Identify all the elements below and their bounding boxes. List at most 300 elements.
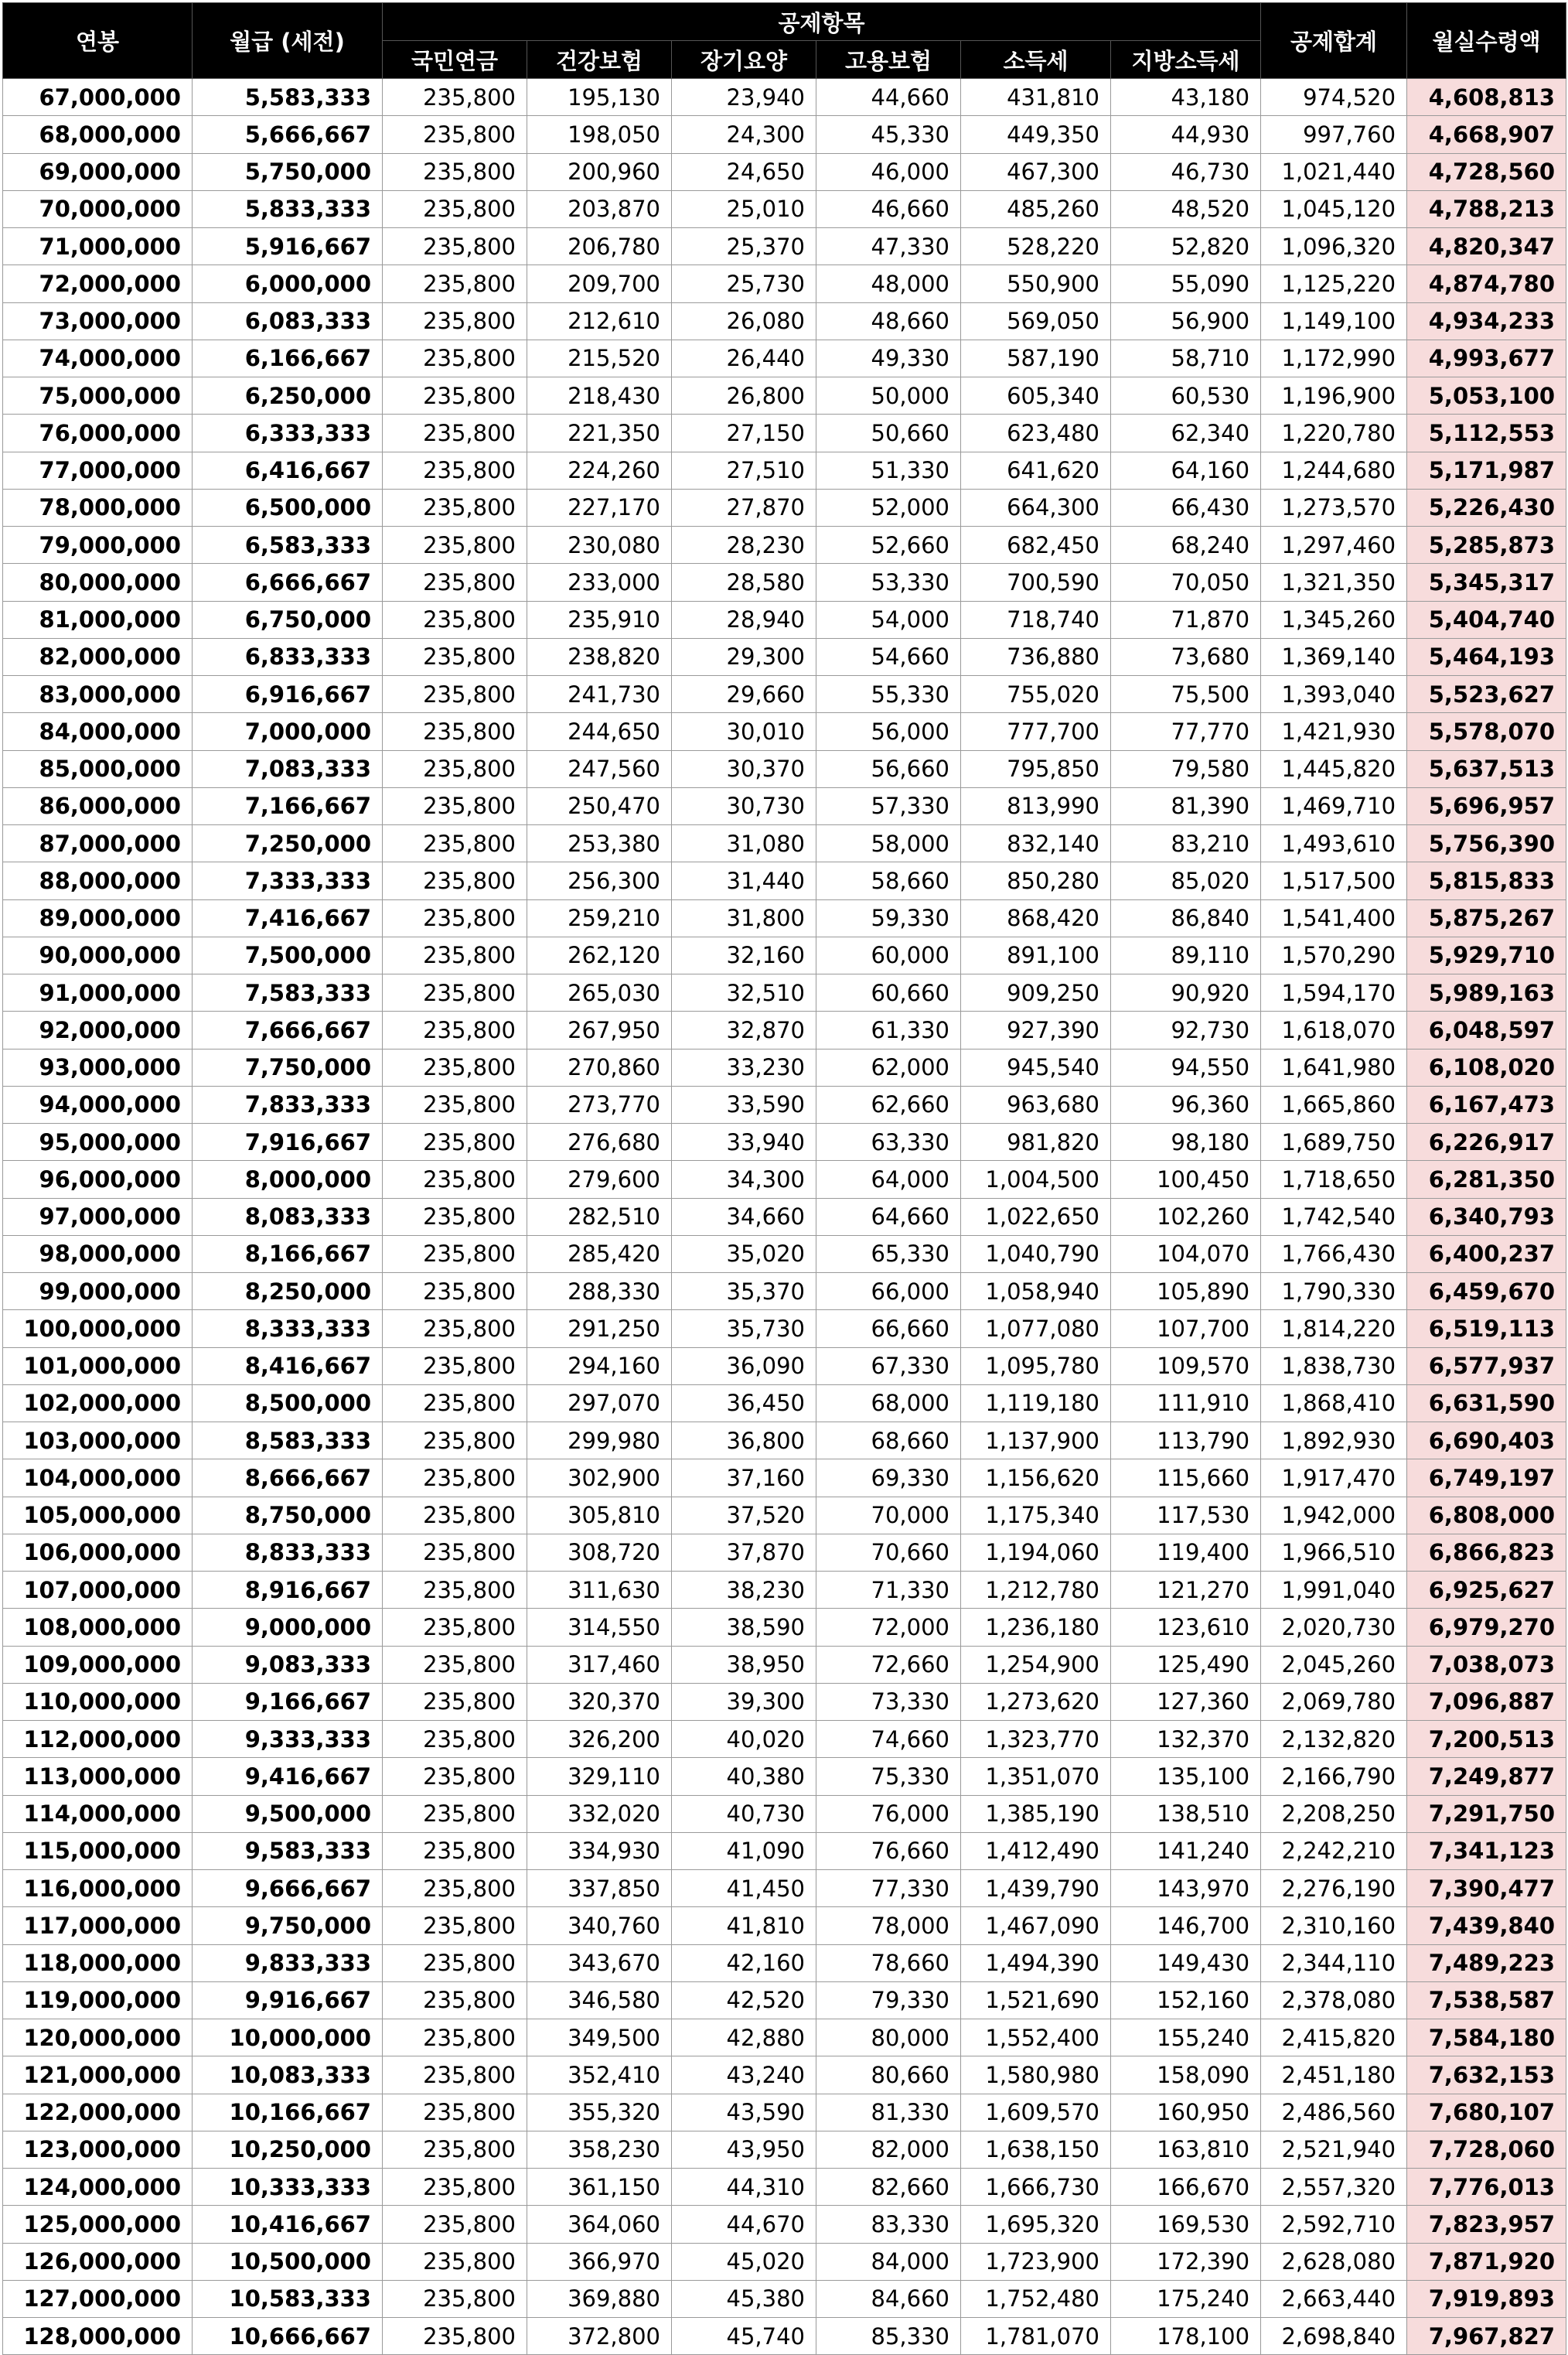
cell-income-tax: 963,680 <box>961 1086 1111 1123</box>
cell-income-tax: 1,467,090 <box>961 1907 1111 1944</box>
cell-total: 1,814,220 <box>1261 1310 1407 1347</box>
cell-monthly: 7,500,000 <box>193 937 383 974</box>
cell-monthly: 7,250,000 <box>193 825 383 862</box>
cell-total: 2,020,730 <box>1261 1609 1407 1646</box>
header-deductions-group: 공제항목 <box>383 3 1261 41</box>
cell-local-tax: 105,890 <box>1111 1273 1261 1310</box>
cell-income-tax: 1,638,150 <box>961 2131 1111 2168</box>
cell-net: 5,815,833 <box>1407 862 1566 899</box>
cell-net: 7,538,587 <box>1407 1981 1566 2019</box>
cell-health: 282,510 <box>527 1198 672 1235</box>
cell-health: 262,120 <box>527 937 672 974</box>
cell-income-tax: 1,095,780 <box>961 1347 1111 1384</box>
cell-annual: 125,000,000 <box>3 2206 193 2243</box>
cell-income-tax: 909,250 <box>961 974 1111 1012</box>
cell-health: 329,110 <box>527 1758 672 1795</box>
cell-annual: 82,000,000 <box>3 638 193 675</box>
cell-income-tax: 431,810 <box>961 79 1111 116</box>
cell-employment: 60,660 <box>816 974 961 1012</box>
cell-local-tax: 166,670 <box>1111 2169 1261 2206</box>
cell-monthly: 6,833,333 <box>193 638 383 675</box>
cell-annual: 80,000,000 <box>3 564 193 601</box>
table-row <box>3 1459 1566 1497</box>
cell-net: 7,584,180 <box>1407 2019 1566 2056</box>
cell-net: 5,696,957 <box>1407 787 1566 824</box>
cell-local-tax: 115,660 <box>1111 1459 1261 1497</box>
cell-annual: 127,000,000 <box>3 2280 193 2317</box>
cell-total: 1,790,330 <box>1261 1273 1407 1310</box>
cell-monthly: 7,083,333 <box>193 750 383 787</box>
cell-income-tax: 449,350 <box>961 116 1111 153</box>
cell-employment: 70,000 <box>816 1497 961 1534</box>
table-row <box>3 228 1566 265</box>
cell-total: 2,698,840 <box>1261 2318 1407 2355</box>
cell-net: 7,200,513 <box>1407 1721 1566 1758</box>
cell-pension: 235,800 <box>383 1534 527 1571</box>
cell-longterm: 40,730 <box>672 1795 816 1832</box>
cell-longterm: 29,660 <box>672 676 816 713</box>
cell-total: 1,541,400 <box>1261 899 1407 937</box>
cell-net: 7,728,060 <box>1407 2131 1566 2168</box>
cell-local-tax: 100,450 <box>1111 1161 1261 1198</box>
cell-annual: 70,000,000 <box>3 190 193 227</box>
table-row <box>3 2206 1566 2243</box>
table-row <box>3 750 1566 787</box>
cell-employment: 50,660 <box>816 415 961 452</box>
cell-health: 320,370 <box>527 1683 672 1720</box>
cell-total: 1,493,610 <box>1261 825 1407 862</box>
cell-longterm: 45,740 <box>672 2318 816 2355</box>
cell-monthly: 9,583,333 <box>193 1832 383 1869</box>
cell-pension: 235,800 <box>383 2019 527 2056</box>
cell-annual: 89,000,000 <box>3 899 193 937</box>
cell-longterm: 28,230 <box>672 527 816 564</box>
cell-net: 6,108,020 <box>1407 1049 1566 1086</box>
table-row <box>3 638 1566 675</box>
cell-pension: 235,800 <box>383 1310 527 1347</box>
cell-longterm: 35,020 <box>672 1235 816 1272</box>
cell-health: 198,050 <box>527 116 672 153</box>
cell-income-tax: 736,880 <box>961 638 1111 675</box>
table-row <box>3 2094 1566 2131</box>
cell-monthly: 6,333,333 <box>193 415 383 452</box>
cell-income-tax: 1,119,180 <box>961 1384 1111 1422</box>
cell-local-tax: 96,360 <box>1111 1086 1261 1123</box>
cell-longterm: 26,440 <box>672 340 816 377</box>
cell-pension: 235,800 <box>383 1086 527 1123</box>
cell-income-tax: 1,351,070 <box>961 1758 1111 1795</box>
cell-employment: 61,330 <box>816 1012 961 1049</box>
cell-employment: 47,330 <box>816 228 961 265</box>
cell-employment: 80,000 <box>816 2019 961 2056</box>
cell-employment: 56,000 <box>816 713 961 750</box>
cell-annual: 108,000,000 <box>3 1609 193 1646</box>
cell-income-tax: 682,450 <box>961 527 1111 564</box>
cell-monthly: 9,083,333 <box>193 1646 383 1683</box>
cell-health: 343,670 <box>527 1944 672 1981</box>
cell-monthly: 9,666,667 <box>193 1870 383 1907</box>
cell-local-tax: 141,240 <box>1111 1832 1261 1869</box>
cell-monthly: 8,583,333 <box>193 1422 383 1459</box>
cell-local-tax: 107,700 <box>1111 1310 1261 1347</box>
cell-employment: 69,330 <box>816 1459 961 1497</box>
cell-employment: 45,330 <box>816 116 961 153</box>
cell-health: 195,130 <box>527 79 672 116</box>
cell-annual: 112,000,000 <box>3 1721 193 1758</box>
cell-longterm: 36,450 <box>672 1384 816 1422</box>
cell-income-tax: 623,480 <box>961 415 1111 452</box>
cell-income-tax: 850,280 <box>961 862 1111 899</box>
cell-longterm: 37,160 <box>672 1459 816 1497</box>
cell-pension: 235,800 <box>383 1758 527 1795</box>
cell-health: 314,550 <box>527 1609 672 1646</box>
cell-net: 5,637,513 <box>1407 750 1566 787</box>
cell-local-tax: 123,610 <box>1111 1609 1261 1646</box>
cell-local-tax: 71,870 <box>1111 601 1261 638</box>
cell-local-tax: 86,840 <box>1111 899 1261 937</box>
cell-employment: 78,000 <box>816 1907 961 1944</box>
cell-pension: 235,800 <box>383 1683 527 1720</box>
header-income-tax: 소득세 <box>961 41 1111 79</box>
table-row <box>3 676 1566 713</box>
cell-income-tax: 832,140 <box>961 825 1111 862</box>
cell-local-tax: 178,100 <box>1111 2318 1261 2355</box>
cell-pension: 235,800 <box>383 190 527 227</box>
cell-employment: 50,000 <box>816 377 961 415</box>
table-row <box>3 527 1566 564</box>
cell-employment: 83,330 <box>816 2206 961 2243</box>
cell-longterm: 28,580 <box>672 564 816 601</box>
table-row <box>3 1795 1566 1832</box>
cell-health: 244,650 <box>527 713 672 750</box>
table-row <box>3 302 1566 340</box>
cell-net: 7,439,840 <box>1407 1907 1566 1944</box>
cell-health: 273,770 <box>527 1086 672 1123</box>
cell-pension: 235,800 <box>383 564 527 601</box>
cell-net: 5,226,430 <box>1407 489 1566 526</box>
cell-monthly: 8,333,333 <box>193 1310 383 1347</box>
cell-total: 2,276,190 <box>1261 1870 1407 1907</box>
cell-monthly: 8,750,000 <box>193 1497 383 1534</box>
cell-total: 1,517,500 <box>1261 862 1407 899</box>
cell-pension: 235,800 <box>383 1870 527 1907</box>
cell-net: 5,756,390 <box>1407 825 1566 862</box>
cell-annual: 88,000,000 <box>3 862 193 899</box>
table-row <box>3 825 1566 862</box>
cell-local-tax: 85,020 <box>1111 862 1261 899</box>
cell-net: 4,668,907 <box>1407 116 1566 153</box>
table-row <box>3 1124 1566 1161</box>
cell-monthly: 5,583,333 <box>193 79 383 116</box>
cell-longterm: 43,950 <box>672 2131 816 2168</box>
table-row <box>3 377 1566 415</box>
cell-employment: 76,660 <box>816 1832 961 1869</box>
cell-income-tax: 1,022,650 <box>961 1198 1111 1235</box>
cell-net: 5,875,267 <box>1407 899 1566 937</box>
cell-annual: 76,000,000 <box>3 415 193 452</box>
cell-income-tax: 1,058,940 <box>961 1273 1111 1310</box>
header-row-top <box>3 3 1566 41</box>
cell-pension: 235,800 <box>383 1422 527 1459</box>
cell-local-tax: 132,370 <box>1111 1721 1261 1758</box>
cell-health: 349,500 <box>527 2019 672 2056</box>
cell-net: 6,226,917 <box>1407 1124 1566 1161</box>
cell-income-tax: 1,137,900 <box>961 1422 1111 1459</box>
cell-income-tax: 718,740 <box>961 601 1111 638</box>
cell-income-tax: 700,590 <box>961 564 1111 601</box>
cell-longterm: 41,090 <box>672 1832 816 1869</box>
cell-annual: 106,000,000 <box>3 1534 193 1571</box>
cell-net: 6,979,270 <box>1407 1609 1566 1646</box>
cell-monthly: 9,416,667 <box>193 1758 383 1795</box>
cell-longterm: 30,010 <box>672 713 816 750</box>
table-row <box>3 1049 1566 1086</box>
cell-longterm: 38,230 <box>672 1572 816 1609</box>
cell-pension: 235,800 <box>383 1273 527 1310</box>
cell-monthly: 7,166,667 <box>193 787 383 824</box>
cell-local-tax: 109,570 <box>1111 1347 1261 1384</box>
cell-total: 1,618,070 <box>1261 1012 1407 1049</box>
cell-total: 2,344,110 <box>1261 1944 1407 1981</box>
table-row <box>3 1646 1566 1683</box>
cell-monthly: 10,250,000 <box>193 2131 383 2168</box>
cell-pension: 235,800 <box>383 1907 527 1944</box>
cell-total: 1,892,930 <box>1261 1422 1407 1459</box>
cell-local-tax: 143,970 <box>1111 1870 1261 1907</box>
cell-local-tax: 52,820 <box>1111 228 1261 265</box>
cell-net: 7,680,107 <box>1407 2094 1566 2131</box>
cell-employment: 58,660 <box>816 862 961 899</box>
cell-net: 7,489,223 <box>1407 1944 1566 1981</box>
cell-health: 358,230 <box>527 2131 672 2168</box>
cell-net: 5,345,317 <box>1407 564 1566 601</box>
cell-net: 5,464,193 <box>1407 638 1566 675</box>
cell-employment: 70,660 <box>816 1534 961 1571</box>
cell-employment: 68,660 <box>816 1422 961 1459</box>
cell-health: 227,170 <box>527 489 672 526</box>
cell-health: 218,430 <box>527 377 672 415</box>
cell-pension: 235,800 <box>383 937 527 974</box>
cell-longterm: 32,160 <box>672 937 816 974</box>
cell-monthly: 5,750,000 <box>193 153 383 190</box>
cell-local-tax: 146,700 <box>1111 1907 1261 1944</box>
cell-net: 4,934,233 <box>1407 302 1566 340</box>
table-row <box>3 1981 1566 2019</box>
cell-longterm: 32,510 <box>672 974 816 1012</box>
cell-employment: 76,000 <box>816 1795 961 1832</box>
cell-local-tax: 155,240 <box>1111 2019 1261 2056</box>
cell-pension: 235,800 <box>383 79 527 116</box>
cell-pension: 235,800 <box>383 1124 527 1161</box>
cell-monthly: 6,166,667 <box>193 340 383 377</box>
cell-local-tax: 75,500 <box>1111 676 1261 713</box>
table-row <box>3 1683 1566 1720</box>
table-row <box>3 2243 1566 2280</box>
cell-total: 1,273,570 <box>1261 489 1407 526</box>
cell-longterm: 39,300 <box>672 1683 816 1720</box>
cell-income-tax: 1,254,900 <box>961 1646 1111 1683</box>
cell-annual: 120,000,000 <box>3 2019 193 2056</box>
cell-annual: 100,000,000 <box>3 1310 193 1347</box>
header-annual: 연봉 <box>3 3 193 79</box>
cell-employment: 75,330 <box>816 1758 961 1795</box>
cell-local-tax: 104,070 <box>1111 1235 1261 1272</box>
cell-longterm: 38,950 <box>672 1646 816 1683</box>
cell-pension: 235,800 <box>383 1721 527 1758</box>
cell-net: 6,048,597 <box>1407 1012 1566 1049</box>
cell-employment: 85,330 <box>816 2318 961 2355</box>
cell-net: 5,285,873 <box>1407 527 1566 564</box>
header-total: 공제합계 <box>1261 3 1407 79</box>
cell-employment: 48,660 <box>816 302 961 340</box>
table-row <box>3 1235 1566 1272</box>
cell-net: 7,967,827 <box>1407 2318 1566 2355</box>
cell-total: 1,966,510 <box>1261 1534 1407 1571</box>
cell-income-tax: 1,723,900 <box>961 2243 1111 2280</box>
cell-employment: 64,000 <box>816 1161 961 1198</box>
cell-health: 200,960 <box>527 153 672 190</box>
cell-net: 6,340,793 <box>1407 1198 1566 1235</box>
cell-longterm: 24,300 <box>672 116 816 153</box>
table-row <box>3 2019 1566 2056</box>
cell-longterm: 38,590 <box>672 1609 816 1646</box>
cell-total: 1,393,040 <box>1261 676 1407 713</box>
cell-local-tax: 73,680 <box>1111 638 1261 675</box>
cell-local-tax: 119,400 <box>1111 1534 1261 1571</box>
cell-health: 294,160 <box>527 1347 672 1384</box>
table-row <box>3 1721 1566 1758</box>
cell-pension: 235,800 <box>383 1981 527 2019</box>
cell-annual: 96,000,000 <box>3 1161 193 1198</box>
cell-net: 5,053,100 <box>1407 377 1566 415</box>
cell-employment: 66,660 <box>816 1310 961 1347</box>
cell-total: 1,244,680 <box>1261 452 1407 489</box>
cell-local-tax: 125,490 <box>1111 1646 1261 1683</box>
cell-longterm: 42,160 <box>672 1944 816 1981</box>
table-row <box>3 2318 1566 2355</box>
cell-local-tax: 90,920 <box>1111 974 1261 1012</box>
cell-annual: 84,000,000 <box>3 713 193 750</box>
cell-total: 2,378,080 <box>1261 1981 1407 2019</box>
cell-local-tax: 113,790 <box>1111 1422 1261 1459</box>
table-row <box>3 1832 1566 1869</box>
cell-pension: 235,800 <box>383 415 527 452</box>
cell-pension: 235,800 <box>383 228 527 265</box>
cell-longterm: 26,800 <box>672 377 816 415</box>
cell-income-tax: 1,494,390 <box>961 1944 1111 1981</box>
table-row <box>3 1944 1566 1981</box>
cell-health: 241,730 <box>527 676 672 713</box>
cell-employment: 81,330 <box>816 2094 961 2131</box>
cell-monthly: 9,000,000 <box>193 1609 383 1646</box>
header-employment: 고용보험 <box>816 41 961 79</box>
table-row <box>3 415 1566 452</box>
cell-longterm: 25,010 <box>672 190 816 227</box>
cell-employment: 63,330 <box>816 1124 961 1161</box>
cell-annual: 81,000,000 <box>3 601 193 638</box>
cell-total: 2,486,560 <box>1261 2094 1407 2131</box>
cell-pension: 235,800 <box>383 1572 527 1609</box>
cell-total: 1,689,750 <box>1261 1124 1407 1161</box>
cell-local-tax: 64,160 <box>1111 452 1261 489</box>
cell-pension: 235,800 <box>383 2318 527 2355</box>
cell-monthly: 8,250,000 <box>193 1273 383 1310</box>
cell-net: 5,404,740 <box>1407 601 1566 638</box>
cell-net: 7,390,477 <box>1407 1870 1566 1907</box>
cell-monthly: 9,500,000 <box>193 1795 383 1832</box>
cell-annual: 74,000,000 <box>3 340 193 377</box>
cell-annual: 93,000,000 <box>3 1049 193 1086</box>
cell-longterm: 34,300 <box>672 1161 816 1198</box>
cell-local-tax: 102,260 <box>1111 1198 1261 1235</box>
cell-local-tax: 138,510 <box>1111 1795 1261 1832</box>
cell-health: 224,260 <box>527 452 672 489</box>
cell-monthly: 9,750,000 <box>193 1907 383 1944</box>
cell-total: 2,166,790 <box>1261 1758 1407 1795</box>
cell-total: 1,641,980 <box>1261 1049 1407 1086</box>
cell-monthly: 10,416,667 <box>193 2206 383 2243</box>
header-monthly: 월급 (세전) <box>193 3 383 79</box>
cell-monthly: 6,750,000 <box>193 601 383 638</box>
cell-longterm: 37,520 <box>672 1497 816 1534</box>
cell-longterm: 45,380 <box>672 2280 816 2317</box>
cell-local-tax: 160,950 <box>1111 2094 1261 2131</box>
cell-pension: 235,800 <box>383 489 527 526</box>
cell-employment: 79,330 <box>816 1981 961 2019</box>
cell-annual: 97,000,000 <box>3 1198 193 1235</box>
cell-income-tax: 485,260 <box>961 190 1111 227</box>
cell-employment: 53,330 <box>816 564 961 601</box>
cell-employment: 72,660 <box>816 1646 961 1683</box>
cell-health: 206,780 <box>527 228 672 265</box>
cell-employment: 67,330 <box>816 1347 961 1384</box>
cell-annual: 92,000,000 <box>3 1012 193 1049</box>
table-row <box>3 1086 1566 1123</box>
cell-total: 1,321,350 <box>1261 564 1407 601</box>
cell-annual: 67,000,000 <box>3 79 193 116</box>
cell-pension: 235,800 <box>383 265 527 302</box>
cell-longterm: 41,810 <box>672 1907 816 1944</box>
cell-pension: 235,800 <box>383 1012 527 1049</box>
cell-longterm: 27,150 <box>672 415 816 452</box>
cell-employment: 77,330 <box>816 1870 961 1907</box>
salary-table <box>2 2 1566 2355</box>
cell-health: 355,320 <box>527 2094 672 2131</box>
table-row <box>3 340 1566 377</box>
cell-net: 6,519,113 <box>1407 1310 1566 1347</box>
cell-net: 5,989,163 <box>1407 974 1566 1012</box>
cell-monthly: 7,583,333 <box>193 974 383 1012</box>
cell-employment: 60,000 <box>816 937 961 974</box>
cell-annual: 85,000,000 <box>3 750 193 787</box>
cell-employment: 55,330 <box>816 676 961 713</box>
cell-income-tax: 1,439,790 <box>961 1870 1111 1907</box>
cell-monthly: 7,666,667 <box>193 1012 383 1049</box>
cell-income-tax: 1,552,400 <box>961 2019 1111 2056</box>
cell-longterm: 27,870 <box>672 489 816 526</box>
table-row <box>3 974 1566 1012</box>
cell-income-tax: 641,620 <box>961 452 1111 489</box>
cell-health: 215,520 <box>527 340 672 377</box>
cell-health: 230,080 <box>527 527 672 564</box>
cell-monthly: 7,416,667 <box>193 899 383 937</box>
cell-employment: 59,330 <box>816 899 961 937</box>
cell-net: 6,167,473 <box>1407 1086 1566 1123</box>
table-body <box>3 79 1566 2355</box>
cell-longterm: 29,300 <box>672 638 816 675</box>
cell-longterm: 45,020 <box>672 2243 816 2280</box>
cell-employment: 46,660 <box>816 190 961 227</box>
